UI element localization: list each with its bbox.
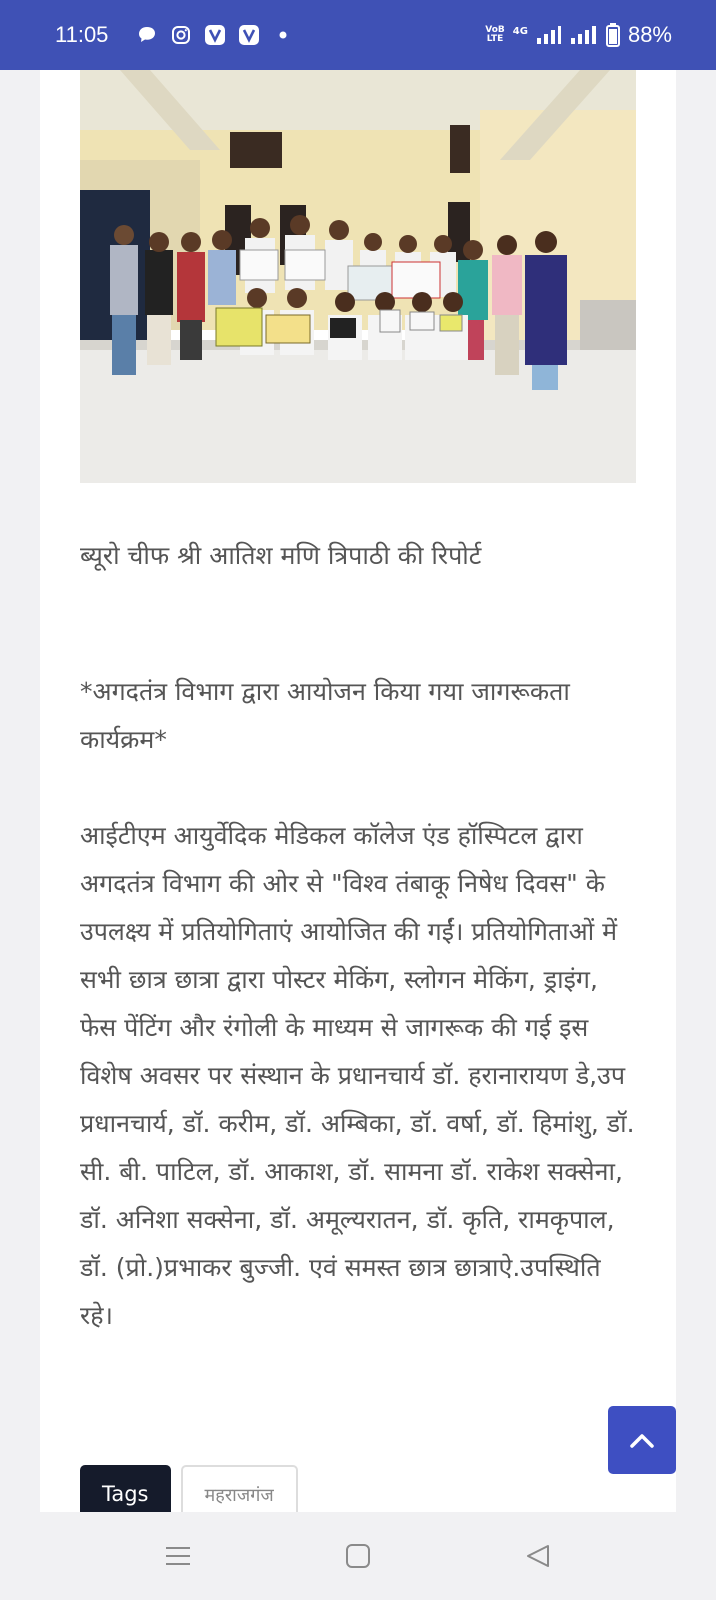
article-paragraph: आईटीएम आयुर्वेदिक मेडिकल कॉलेज एंड हॉस्पिटल द्वारा अगदतंत्र विभाग की ओर से "विश्व तंबाकू निषेध दिवस" के उपलक्ष्य में प्रतियोगिताएं आयोजित की गईं। प्रतियोगिताओं में सभी छात्र छात्रा द्वारा पोस्टर मेकिंग, स्लोगन मेकिंग, ड्राइंग, फेस पेंटिंग और रंगोली के माध्यम से जागरूक की गई इस विशेष अवसर पर संस्थान के प्रधानचार्य डॉ. हरानारायण डे,उप प्रधानचार्य, डॉ. करीम, डॉ. अम्बिका, डॉ. वर्षा, डॉ. हिमांशु, डॉ. सी. बी. पाटिल, डॉ. आकाश, डॉ. सामना डॉ. राकेश सक्सेना, डॉ. अनिशा सक्सेना, डॉ. अमूल्यरातन, डॉ. कृति, रामकृपाल, डॉ. (प्रो.)प्रभाकर बुज्जी. एवं समस्त छात्र छात्राऐ.उपस्थिति रहे। [80,821,635,1330]
instagram-icon [170,24,192,46]
back-triangle-icon [524,1542,552,1570]
battery-percent: 88% [627,22,672,47]
battery-icon [606,24,620,46]
v-app-icon [204,24,226,46]
article-photo [80,70,636,483]
back-button[interactable] [448,1526,628,1586]
status-left [55,22,294,48]
volte-top: VoB [485,25,505,35]
scroll-to-top-button[interactable] [608,1406,676,1474]
chat-icon [136,24,158,46]
status-time: 11:05 [55,22,109,47]
group-photo-illustration [80,70,636,483]
volte-indicator [485,26,505,44]
article-headline: *अगदतंत्र विभाग द्वारा आयोजन किया गया जागरूकता कार्यक्रम* [80,677,570,754]
dot-icon [272,24,294,46]
signal-icon [570,24,598,46]
home-square-icon [344,1542,372,1570]
tags-label: Tags [80,1465,171,1523]
system-nav-bar [0,1512,716,1600]
chevron-up-icon [629,1431,655,1449]
menu-icon [164,1544,192,1568]
recent-apps-button[interactable] [88,1526,268,1586]
v-app-icon [238,24,260,46]
tag-chip[interactable]: महराजगंज [181,1465,298,1523]
article-card [40,70,676,1512]
status-right [485,22,672,48]
article-byline: ब्यूरो चीफ श्री आतिश मणि त्रिपाठी की रिपोर्ट [80,541,482,570]
status-bar [0,0,716,70]
network-type: 4G [512,26,528,37]
home-button[interactable] [268,1526,448,1586]
volte-bottom: LTE [486,34,504,44]
article-body [80,532,640,1340]
signal-icon [536,24,562,46]
